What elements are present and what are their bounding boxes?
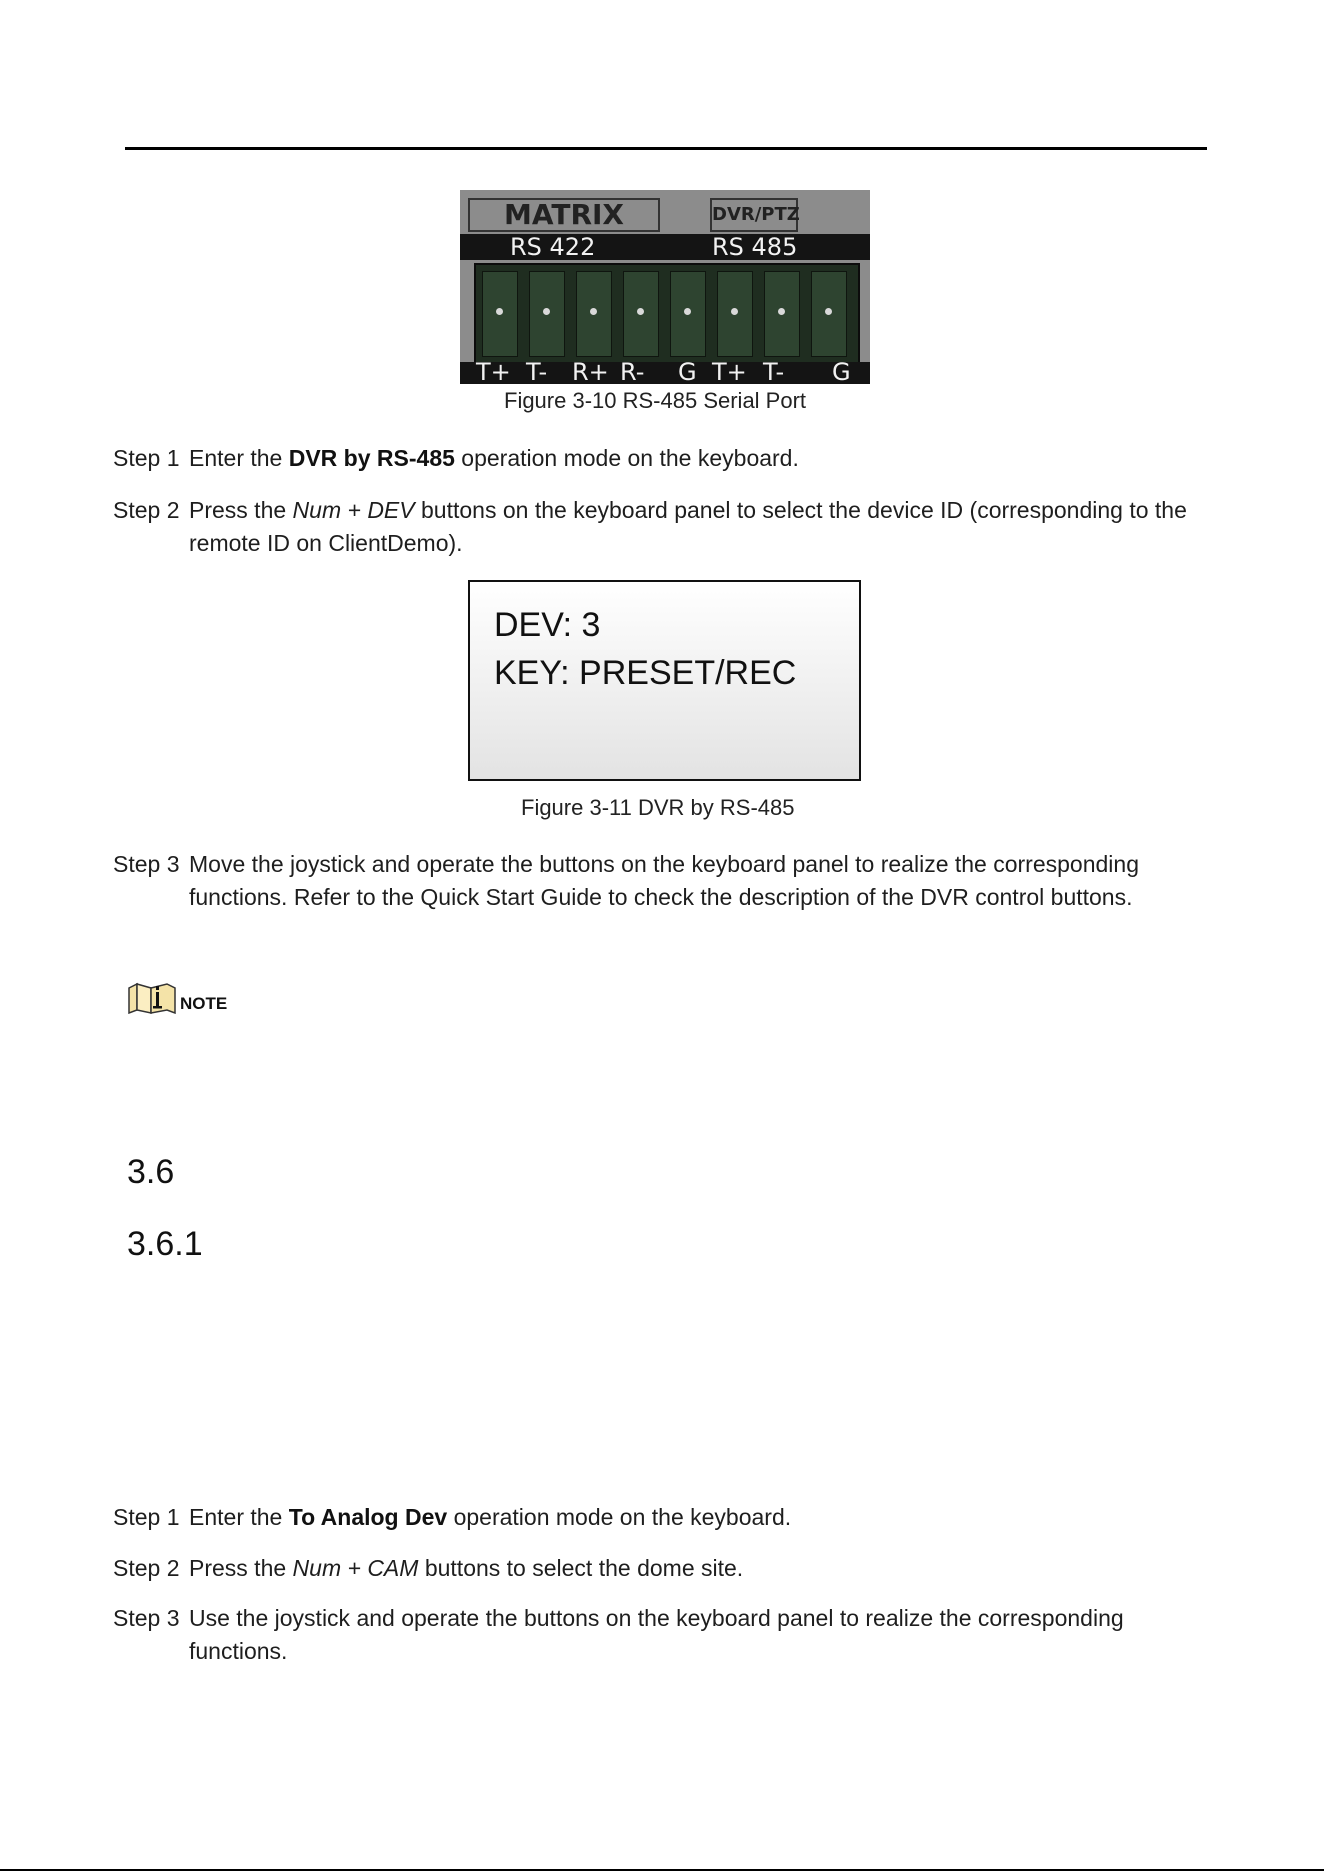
pin-label: T+	[476, 358, 511, 384]
rs485-label: RS 485	[712, 233, 798, 261]
terminal-slot	[482, 271, 518, 357]
terminal-slot	[576, 271, 612, 357]
section-heading: 3.6	[127, 1153, 175, 1191]
lcd-line-key: KEY: PRESET/REC	[494, 654, 797, 692]
matrix-label: MATRIX	[468, 198, 660, 232]
lcd-line-dev: DEV: 3	[494, 606, 601, 644]
dvr-ptz-label: DVR/PTZ	[710, 198, 798, 232]
header-rule	[125, 147, 1207, 150]
step-item: Step 1 Enter the To Analog Dev operation mode on the keyboard.	[113, 1504, 792, 1530]
step-item: Step 1 Enter the DVR by RS-485 operation mode on the keyboard.	[113, 445, 799, 471]
pin-label: T-	[526, 358, 548, 384]
step-item: Step 2 Press the Num + DEV buttons on the keyboard panel to select the device ID (corresponding to the remote ID on ClientDemo).	[113, 497, 1187, 556]
terminal-block	[474, 263, 860, 367]
pin-label: T-	[763, 358, 785, 384]
step-item: Step 2 Press the Num + CAM buttons to select the dome site.	[113, 1555, 744, 1581]
footer-rule	[0, 1869, 1324, 1871]
terminal-slot	[529, 271, 565, 357]
terminal-slot	[717, 271, 753, 357]
terminal-slot	[811, 271, 847, 357]
note-label: NOTE	[180, 994, 228, 1013]
step-item: Step 3 Use the joystick and operate the buttons on the keyboard panel to realize the corresponding functions.	[113, 1605, 1124, 1664]
figure-caption: Figure 3-10 RS-485 Serial Port	[504, 388, 807, 413]
subsection-heading: 3.6.1	[127, 1225, 203, 1263]
rs422-label: RS 422	[510, 233, 596, 261]
pin-label: G	[678, 358, 697, 384]
step-item: Step 3 Move the joystick and operate the buttons on the keyboard panel to realize the corresponding functions. Refer to the Quick Start Guide to check the description of the DVR control buttons.	[113, 851, 1139, 910]
note-info-icon	[127, 982, 177, 1014]
figure-caption: Figure 3-11 DVR by RS-485	[521, 795, 795, 820]
lcd-display-figure	[468, 580, 861, 781]
pin-label-bar	[460, 358, 870, 384]
pin-label: R+	[572, 358, 609, 384]
terminal-slot	[764, 271, 800, 357]
rs485-serial-port-figure	[460, 190, 870, 384]
terminal-slot	[623, 271, 659, 357]
pin-label: G	[832, 358, 851, 384]
pin-label: T+	[712, 358, 747, 384]
pin-label: R-	[620, 358, 645, 384]
terminal-slot	[670, 271, 706, 357]
